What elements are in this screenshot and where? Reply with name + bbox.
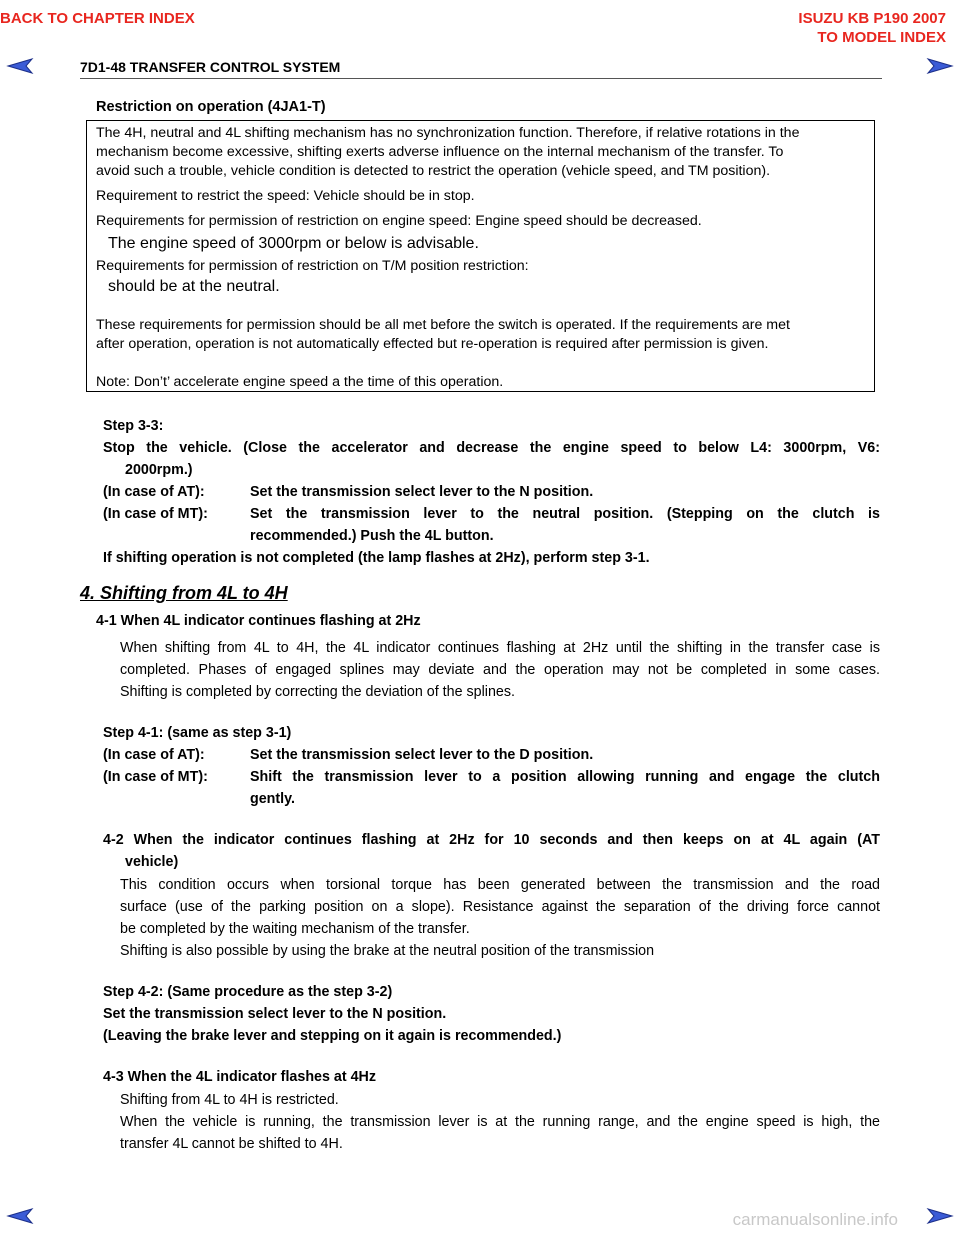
restriction-speed-requirement: Requirement to restrict the speed: Vehicle should be in stop.: [96, 188, 475, 204]
mt-case-text: Shift the transmission lever to a position allowing running and engage the clutch: [250, 769, 880, 785]
step-4-2-text: (Leaving the brake lever and stepping on it again is recommended.): [103, 1028, 562, 1044]
watermark: carmanualsonline.info: [732, 1210, 898, 1229]
section-4-2-heading: 4-2 When the indicator continues flashing at 2Hz for 10 seconds and then keeps on at 4L again (AT: [103, 832, 880, 848]
section-4-2-body: This condition occurs when torsional torque has been generated between the transmission and the road: [120, 877, 880, 893]
section-4-2-body: be completed by the waiting mechanism of the transfer.: [120, 921, 470, 937]
mt-case-text: Set the transmission lever to the neutral position. (Stepping on the clutch is: [250, 506, 880, 522]
at-case-label: (In case of AT):: [103, 747, 205, 763]
page-header-title: 7D1-48 TRANSFER CONTROL SYSTEM: [80, 59, 341, 75]
tm-position-advice: should be at the neutral.: [108, 278, 280, 295]
restriction-text: The 4H, neutral and 4L shifting mechanism has no synchronization function. Therefore, if relative rotations in the: [96, 125, 800, 141]
next-page-arrow-icon[interactable]: [924, 58, 954, 74]
section-4-2-heading: vehicle): [125, 854, 179, 870]
mt-case-text: gently.: [250, 791, 296, 807]
section-4-3-body: Shifting from 4L to 4H is restricted.: [120, 1092, 339, 1108]
restriction-note: Note: Don’t’ accelerate engine speed a the time of this operation.: [96, 374, 504, 390]
section-4-1-heading: 4-1 When 4L indicator continues flashing at 2Hz: [96, 613, 421, 629]
restriction-text: avoid such a trouble, vehicle condition is detected to restrict the operation (vehicle speed, and TM position).: [96, 163, 771, 179]
to-model-index-link[interactable]: TO MODEL INDEX: [817, 29, 946, 46]
step-4-2-text: Set the transmission select lever to the N position.: [103, 1006, 447, 1022]
step-3-3-stop-text: 2000rpm.): [125, 462, 193, 478]
section-4-1-body: completed. Phases of engaged splines may deviate and the operation may not be completed in some cases.: [120, 662, 880, 678]
step-3-3-if-not-completed: If shifting operation is not completed (the lamp flashes at 2Hz), perform step 3-1.: [103, 550, 650, 566]
engine-speed-advice: The engine speed of 3000rpm or below is advisable.: [108, 235, 479, 252]
section-4-heading: 4. Shifting from 4L to 4H: [80, 583, 288, 603]
mt-case-label: (In case of MT):: [103, 769, 208, 785]
model-title-link[interactable]: ISUZU KB P190 2007: [798, 10, 946, 27]
section-4-3-body: transfer 4L cannot be shifted to 4H.: [120, 1136, 343, 1152]
mt-case-text: recommended.) Push the 4L button.: [250, 528, 494, 544]
section-4-3-heading: 4-3 When the 4L indicator flashes at 4Hz: [103, 1069, 377, 1085]
restriction-text: mechanism become excessive, shifting exerts adverse influence on the internal mechanism of the transfer. To: [96, 144, 784, 160]
step-4-2-label: Step 4-2: (Same procedure as the step 3-2): [103, 984, 393, 1000]
restriction-tm-requirement: Requirements for permission of restriction on T/M position restriction:: [96, 258, 529, 274]
section-4-2-body: Shifting is also possible by using the brake at the neutral position of the transmission: [120, 943, 655, 959]
step-4-1-label: Step 4-1: (same as step 3-1): [103, 725, 292, 741]
section-4-1-body: When shifting from 4L to 4H, the 4L indicator continues flashing at 2Hz until the shifting in the transfer case is: [120, 640, 880, 656]
next-page-arrow-icon[interactable]: [924, 1208, 954, 1224]
prev-page-arrow-icon[interactable]: [6, 1208, 36, 1224]
back-to-chapter-index-link[interactable]: BACK TO CHAPTER INDEX: [0, 10, 195, 27]
restriction-text: after operation, operation is not automatically effected but re-operation is required after permission is given.: [96, 336, 769, 352]
step-3-3-label: Step 3-3:: [103, 418, 164, 434]
at-case-label: (In case of AT):: [103, 484, 205, 500]
restriction-engine-requirement: Requirements for permission of restriction on engine speed: Engine speed should be decreased.: [96, 213, 702, 229]
restriction-text: These requirements for permission should be all met before the switch is operated. If the requirements are met: [96, 317, 790, 333]
section-4-3-body: When the vehicle is running, the transmission lever is at the running range, and the engine speed is high, the: [120, 1114, 880, 1130]
header-rule: [80, 78, 882, 79]
mt-case-label: (In case of MT):: [103, 506, 208, 522]
restriction-heading: Restriction on operation (4JA1-T): [96, 99, 326, 115]
at-case-text: Set the transmission select lever to the D position.: [250, 747, 594, 763]
at-case-text: Set the transmission select lever to the N position.: [250, 484, 594, 500]
section-4-2-body: surface (use of the parking position on a slope). Resistance against the separation of the driving force cannot: [120, 899, 880, 915]
section-4-1-body: Shifting is completed by correcting the deviation of the splines.: [120, 684, 515, 700]
step-3-3-stop-text: Stop the vehicle. (Close the accelerator and decrease the engine speed to below L4: 3000rpm, V6:: [103, 440, 880, 456]
prev-page-arrow-icon[interactable]: [6, 58, 36, 74]
